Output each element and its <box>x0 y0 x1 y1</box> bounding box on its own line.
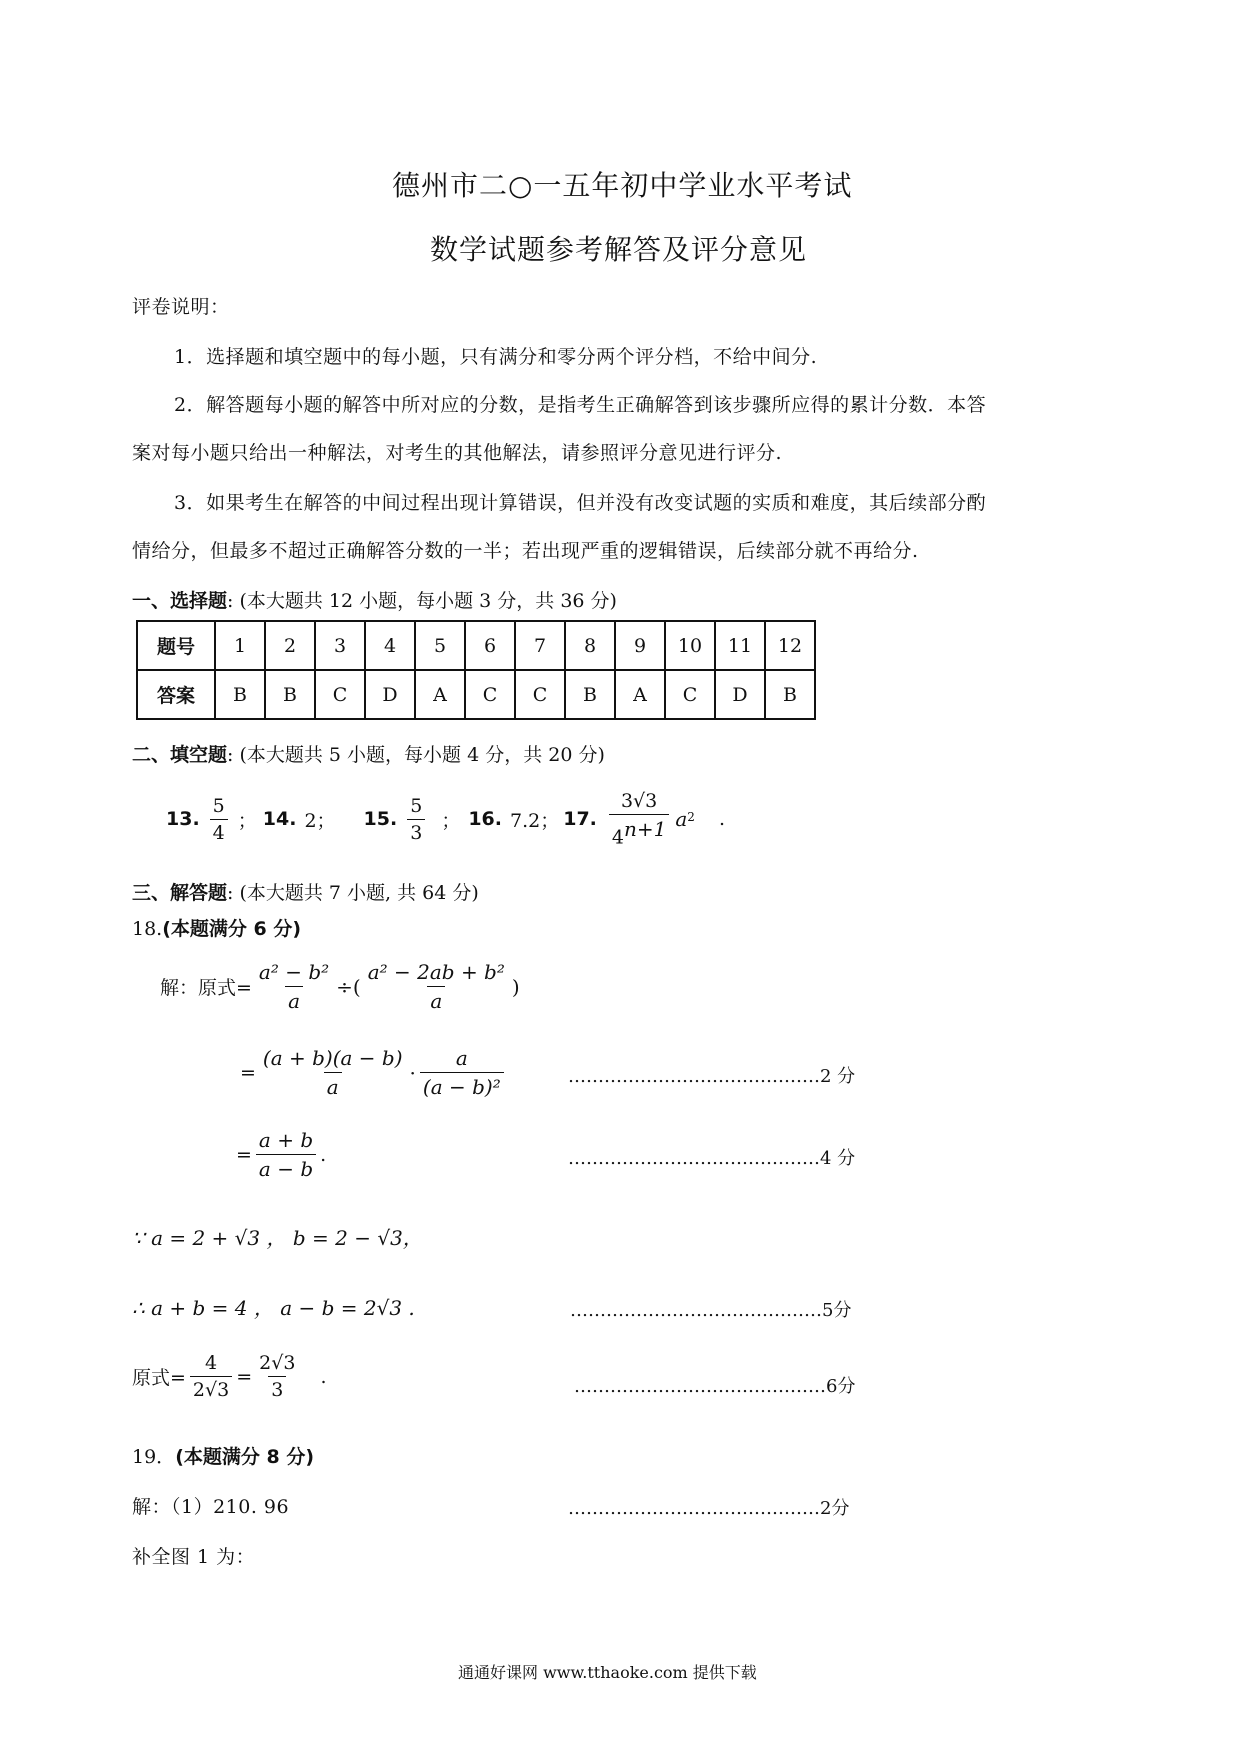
answer-table <box>136 620 816 720</box>
table-row-numbers <box>137 621 815 670</box>
q18-label: 18. <box>132 918 163 940</box>
q18-final <box>132 1352 326 1401</box>
q17-fraction <box>609 790 669 848</box>
section-choice-title: 一、选择题 <box>132 590 228 612</box>
q18-fraction-2 <box>365 960 508 1013</box>
note-line-3: 案对每小题只给出一种解法，对考生的其他解法，请参照评分意见进行评分. <box>132 442 783 464</box>
q18-fraction-4 <box>420 1046 504 1099</box>
q16-answer: 7.2； <box>510 809 560 832</box>
table-cell: B <box>215 670 265 719</box>
q19-score: (本题满分 8 分) <box>175 1446 315 1468</box>
q18-f4-numerator: a <box>455 1046 468 1070</box>
table-cell: C <box>465 670 515 719</box>
table-cell: 4 <box>365 621 415 670</box>
q18-step3-equals: = <box>236 1143 252 1166</box>
q18-f7-numerator: 2√3 <box>259 1352 296 1374</box>
q17-exponent: n+1 <box>623 817 667 841</box>
note-line-4: 3．如果考生在解答的中间过程出现计算错误，但并没有改变试题的实质和难度，其后续部分酌 <box>174 492 987 514</box>
page-footer: 通通好课网 www.tthaoke.com 提供下载 <box>458 1663 757 1682</box>
table-cell: C <box>665 670 715 719</box>
q17-denominator: 4 <box>611 826 624 849</box>
table-cell: 2 <box>265 621 315 670</box>
table-cell: 8 <box>565 621 615 670</box>
q18-f2-denominator: a <box>427 986 445 1013</box>
q18-step3-period: . <box>320 1143 327 1166</box>
section-choice-heading <box>132 586 617 613</box>
section-fill-title: 二、填空题 <box>132 744 228 766</box>
q18-f3-denominator: a <box>324 1072 342 1099</box>
q18-step-2 <box>240 1046 508 1099</box>
q18-heading <box>132 914 301 941</box>
section-fill-desc: : (本大题共 5 小题，每小题 4 分，共 20 分) <box>227 744 605 766</box>
q14-answer: 2； <box>304 809 336 832</box>
q18-f5-denominator: a − b <box>256 1154 316 1181</box>
table-cell: 5 <box>415 621 465 670</box>
q18-close-paren: ) <box>511 974 520 999</box>
q18-fraction-6 <box>190 1352 232 1401</box>
separator: ； <box>237 809 257 832</box>
q18-score-6: ……………………………………6分 <box>574 1376 856 1397</box>
table-cell: B <box>265 670 315 719</box>
q15-fraction <box>407 795 425 844</box>
section-solve-desc: : (本大题共 7 小题, 共 64 分) <box>227 882 479 904</box>
document-title: 德州市二○一五年初中学业水平考试 <box>392 169 853 202</box>
q13-fraction <box>210 795 228 844</box>
q18-f1-denominator: a <box>285 986 303 1013</box>
q18-fraction-3 <box>260 1046 406 1099</box>
table-header-number: 题号 <box>137 621 215 670</box>
q17-period: . <box>718 808 725 831</box>
section-solve-title: 三、解答题 <box>132 882 228 904</box>
q18-step2-equals: = <box>240 1061 256 1084</box>
q18-f3-numerator: (a + b)(a − b) <box>262 1046 403 1070</box>
q18-because: ∵ a = 2 + √3 ， b = 2 − √3， <box>132 1226 423 1250</box>
q17-label: 17. <box>563 808 597 831</box>
section-choice-desc: : (本大题共 12 小题，每小题 3 分，共 36 分) <box>227 590 617 612</box>
q15-numerator: 5 <box>410 794 423 817</box>
q18-f2-numerator: a² − 2ab + b² <box>367 960 505 984</box>
table-cell: D <box>365 670 415 719</box>
q18-solve-label: 解：原式= <box>160 977 252 999</box>
table-cell: 9 <box>615 621 665 670</box>
q19-heading <box>132 1442 314 1469</box>
section-fill-heading <box>132 740 605 767</box>
q19-label: 19． <box>132 1446 176 1468</box>
q19-figure-caption: 补全图 1 为： <box>132 1546 256 1568</box>
q18-f1-numerator: a² − b² <box>258 960 330 984</box>
q18-score: (本题满分 6 分) <box>162 918 302 940</box>
q17-numerator: 3√3 <box>620 790 658 812</box>
table-cell: A <box>415 670 465 719</box>
q18-final-equals: = <box>236 1365 253 1388</box>
table-cell: 11 <box>715 621 765 670</box>
q17-variable-exponent: 2 <box>687 810 695 824</box>
separator: ； <box>441 809 461 832</box>
q17-denominator-wrap <box>609 814 669 848</box>
fill-answers <box>166 790 725 848</box>
q18-final-period: . <box>320 1365 327 1388</box>
table-cell: B <box>565 670 615 719</box>
q18-fraction-5 <box>256 1128 316 1181</box>
q18-fraction-7 <box>256 1352 298 1401</box>
q18-dot: · <box>409 1060 416 1085</box>
notes-heading: 评卷说明： <box>132 296 230 318</box>
table-cell: 3 <box>315 621 365 670</box>
q13-numerator: 5 <box>212 794 225 817</box>
q18-score-2: ……………………………………2 分 <box>568 1066 856 1087</box>
table-cell: A <box>615 670 665 719</box>
table-row-answers <box>137 670 815 719</box>
q19-score-2: ……………………………………2分 <box>568 1498 850 1519</box>
table-cell: C <box>515 670 565 719</box>
q18-f6-numerator: 4 <box>205 1352 218 1374</box>
q18-f7-denominator: 3 <box>268 1376 286 1401</box>
q15-label: 15. <box>363 808 398 831</box>
q15-denominator: 3 <box>407 819 425 844</box>
table-cell: 10 <box>665 621 715 670</box>
q14-label: 14. <box>262 808 297 831</box>
q13-label: 13. <box>166 808 200 831</box>
table-cell: B <box>765 670 815 719</box>
table-cell: 7 <box>515 621 565 670</box>
q18-f6-denominator: 2√3 <box>190 1376 232 1401</box>
q18-step-1 <box>160 960 520 1013</box>
table-cell: 6 <box>465 621 515 670</box>
q13-denominator: 4 <box>210 819 228 844</box>
note-line-5: 情给分，但最多不超过正确解答分数的一半；若出现严重的逻辑错误，后续部分就不再给分. <box>132 540 919 562</box>
q18-score-4: ……………………………………4 分 <box>568 1148 856 1169</box>
q16-label: 16. <box>468 808 502 831</box>
table-cell: 12 <box>765 621 815 670</box>
table-cell: D <box>715 670 765 719</box>
q18-fraction-1 <box>256 960 332 1013</box>
q18-score-5: ……………………………………5分 <box>570 1300 852 1321</box>
note-line-2: 2．解答题每小题的解答中所对应的分数，是指考生正确解答到该步骤所应得的累计分数．本答 <box>174 394 987 416</box>
document-subtitle: 数学试题参考解答及评分意见 <box>430 233 808 266</box>
q18-divide: ÷( <box>336 974 361 999</box>
table-cell: C <box>315 670 365 719</box>
q19-answer: 解：（1）210. 96 <box>132 1496 290 1518</box>
table-cell: 1 <box>215 621 265 670</box>
q18-step-3 <box>236 1128 326 1181</box>
section-solve-heading <box>132 878 479 905</box>
table-header-answer: 答案 <box>137 670 215 719</box>
q18-final-label: 原式= <box>132 1367 186 1389</box>
q18-f5-numerator: a + b <box>258 1128 314 1152</box>
q18-f4-denominator: (a − b)² <box>420 1072 504 1099</box>
note-line-1: 1．选择题和填空题中的每小题，只有满分和零分两个评分档，不给中间分. <box>174 346 818 368</box>
q18-therefore: ∴ a + b = 4 ， a − b = 2√3 . <box>132 1296 415 1320</box>
q17-variable: a <box>675 807 688 832</box>
